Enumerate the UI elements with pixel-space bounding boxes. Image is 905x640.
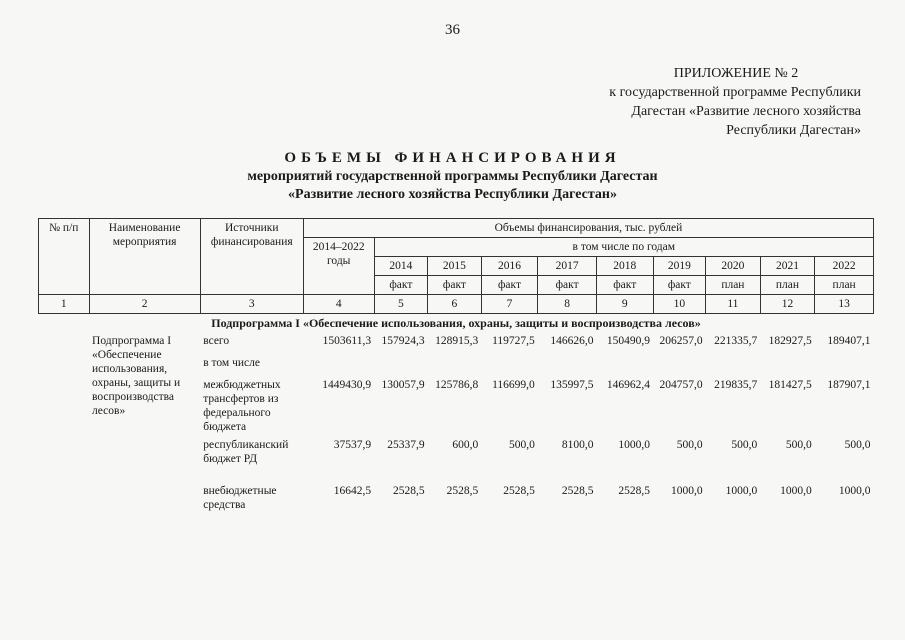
header-total: 2014–2022 годы bbox=[303, 238, 374, 295]
value-cell: 187907,1 bbox=[827, 379, 871, 391]
value-cell: 37537,9 bbox=[333, 439, 372, 451]
appendix-line-2: Дагестан «Развитие лесного хозяйства bbox=[631, 104, 861, 119]
header-row-1 bbox=[39, 219, 874, 238]
value-cell: 181427,5 bbox=[768, 379, 812, 391]
value-cell bbox=[815, 354, 874, 376]
source-cell: в том числе bbox=[203, 357, 260, 369]
header-volume: Объемы финансирования, тыс. рублей bbox=[303, 219, 873, 238]
value-cell: 2528,5 bbox=[618, 485, 651, 497]
year-cell: 2018 bbox=[596, 257, 653, 276]
source-cell: всего bbox=[203, 335, 230, 347]
column-numbers-row bbox=[39, 295, 874, 314]
column-number-cell: 2 bbox=[89, 295, 200, 314]
value-cell: 119727,5 bbox=[492, 335, 535, 347]
value-cell bbox=[428, 354, 482, 376]
column-number-cell: 5 bbox=[374, 295, 428, 314]
value-cell: 8100,0 bbox=[561, 439, 594, 451]
page-number: 36 bbox=[445, 22, 460, 38]
status-cell: факт bbox=[596, 276, 653, 295]
value-cell: 189407,1 bbox=[827, 335, 871, 347]
status-cell: план bbox=[706, 276, 761, 295]
value-cell: 500,0 bbox=[731, 439, 758, 451]
value-cell: 1000,0 bbox=[780, 485, 812, 497]
value-cell: 182927,5 bbox=[768, 335, 812, 347]
column-number-cell: 11 bbox=[706, 295, 761, 314]
source-cell: межбюджетных трансфертов из федерального бюджета bbox=[203, 379, 281, 433]
value-cell: 157924,3 bbox=[381, 335, 425, 347]
table-row bbox=[39, 332, 874, 354]
value-cell bbox=[374, 354, 428, 376]
value-cell bbox=[760, 354, 815, 376]
header-years-label: в том числе по годам bbox=[374, 238, 873, 257]
value-cell: 219835,7 bbox=[714, 379, 758, 391]
section-title: Подпрограмма I «Обеспечение использования, охраны, защиты и воспроизводства лесов» bbox=[39, 314, 874, 333]
column-number-cell: 6 bbox=[428, 295, 482, 314]
appendix-block bbox=[541, 64, 861, 140]
value-cell: 25337,9 bbox=[387, 439, 425, 451]
section-row bbox=[39, 314, 874, 333]
year-cell: 2022 bbox=[815, 257, 874, 276]
value-cell bbox=[538, 354, 597, 376]
value-cell bbox=[706, 354, 761, 376]
value-cell: 2528,5 bbox=[503, 485, 535, 497]
title-sub-1: мероприятий государственной программы Республики Дагестан bbox=[247, 169, 658, 184]
document-title bbox=[0, 148, 905, 204]
value-cell bbox=[653, 354, 706, 376]
column-number-cell: 10 bbox=[653, 295, 706, 314]
value-cell: 1000,0 bbox=[618, 439, 651, 451]
value-cell: 206257,0 bbox=[659, 335, 703, 347]
header-source: Источники финансирования bbox=[200, 219, 303, 295]
program-name: Подпрограмма I «Обеспечение использования, охраны, защиты и воспроизводства лесов» bbox=[92, 335, 181, 417]
value-cell: 2528,5 bbox=[561, 485, 594, 497]
value-cell: 1000,0 bbox=[725, 485, 758, 497]
appendix-heading: ПРИЛОЖЕНИЕ № 2 bbox=[673, 66, 799, 81]
year-cell: 2020 bbox=[706, 257, 761, 276]
header-num: № п/п bbox=[39, 219, 90, 295]
header-name: Наименование мероприятия bbox=[89, 219, 200, 295]
value-cell bbox=[596, 354, 653, 376]
value-cell: 146626,0 bbox=[550, 335, 594, 347]
value-cell: 146962,4 bbox=[606, 379, 651, 391]
column-number-cell: 8 bbox=[538, 295, 597, 314]
value-cell: 1000,0 bbox=[670, 485, 703, 497]
value-cell bbox=[481, 354, 538, 376]
value-cell: 1000,0 bbox=[838, 485, 871, 497]
value-cell: 600,0 bbox=[452, 439, 479, 451]
value-cell: 204757,0 bbox=[659, 379, 703, 391]
year-cell: 2016 bbox=[481, 257, 538, 276]
value-cell: 135997,5 bbox=[550, 379, 594, 391]
value-cell: 500,0 bbox=[785, 439, 812, 451]
year-cell: 2017 bbox=[538, 257, 597, 276]
column-number-cell: 13 bbox=[815, 295, 874, 314]
column-number-cell: 3 bbox=[200, 295, 303, 314]
financing-table bbox=[38, 218, 874, 522]
value-cell: 500,0 bbox=[508, 439, 535, 451]
value-cell: 130057,9 bbox=[381, 379, 425, 391]
value-cell: 500,0 bbox=[844, 439, 871, 451]
value-cell bbox=[303, 354, 374, 376]
status-cell: факт bbox=[538, 276, 597, 295]
row-number bbox=[39, 332, 90, 522]
source-cell: внебюджетные средства bbox=[203, 485, 277, 511]
value-cell: 2528,5 bbox=[446, 485, 479, 497]
column-number-cell: 12 bbox=[760, 295, 815, 314]
status-cell: факт bbox=[481, 276, 538, 295]
title-sub-2: «Развитие лесного хозяйства Республики Дагестан» bbox=[288, 187, 617, 202]
value-cell: 16642,5 bbox=[333, 485, 372, 497]
column-number-cell: 1 bbox=[39, 295, 90, 314]
status-cell: факт bbox=[428, 276, 482, 295]
value-cell: 221335,7 bbox=[714, 335, 758, 347]
year-cell: 2021 bbox=[760, 257, 815, 276]
appendix-line-1: к государственной программе Республики bbox=[609, 85, 861, 100]
value-cell: 150490,9 bbox=[606, 335, 651, 347]
value-cell: 1503611,3 bbox=[322, 335, 372, 347]
status-cell: план bbox=[815, 276, 874, 295]
value-cell: 2528,5 bbox=[393, 485, 425, 497]
year-cell: 2015 bbox=[428, 257, 482, 276]
value-cell: 116699,0 bbox=[492, 379, 535, 391]
value-cell: 1449430,9 bbox=[322, 379, 372, 391]
status-cell: факт bbox=[374, 276, 428, 295]
title-main: ОБЪЕМЫ ФИНАНСИРОВАНИЯ bbox=[284, 150, 621, 166]
year-cell: 2019 bbox=[653, 257, 706, 276]
status-cell: факт bbox=[653, 276, 706, 295]
column-number-cell: 4 bbox=[303, 295, 374, 314]
appendix-line-3: Республики Дагестан» bbox=[726, 123, 861, 138]
column-number-cell: 9 bbox=[596, 295, 653, 314]
value-cell: 128915,3 bbox=[435, 335, 479, 347]
year-cell: 2014 bbox=[374, 257, 428, 276]
value-cell: 500,0 bbox=[676, 439, 703, 451]
value-cell: 125786,8 bbox=[435, 379, 479, 391]
source-cell: республиканский бюджет РД bbox=[203, 439, 289, 465]
column-number-cell: 7 bbox=[481, 295, 538, 314]
status-cell: план bbox=[760, 276, 815, 295]
